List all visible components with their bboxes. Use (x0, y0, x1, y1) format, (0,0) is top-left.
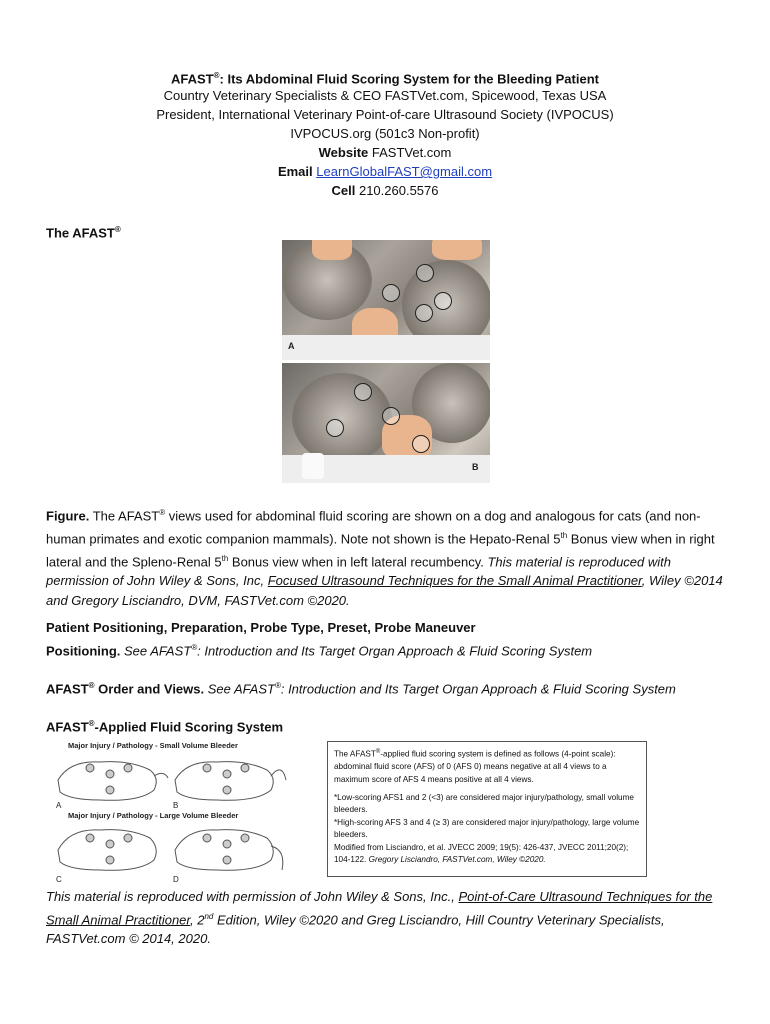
caption-text2: views used for abdominal fluid scoring are shown on a dog and analogous for cats (and non-human primates and exotic companion mammals). Note not shown is the Hepato-Renal 5 (46, 508, 701, 547)
website-value: FASTVet.com (371, 145, 452, 160)
photo-a-label: A (288, 341, 295, 351)
patient-see: See AFAST (120, 642, 192, 658)
nonprofit-line: IVPOCUS.org (501c3 Non-profit) (290, 126, 480, 141)
cell-label: Cell (331, 183, 356, 198)
fluid-scoring-diagram (50, 740, 320, 890)
section-afast-reg: ® (114, 225, 121, 234)
title-rest: : Its Abdominal Fluid Scoring System for the Bleeding Patient (219, 71, 599, 87)
footer-book: Point-of-Care Ultrasound Techniques for the Small Animal Practitioner (46, 889, 713, 927)
email-link[interactable]: LearnGlobalFAST@gmail.com (316, 164, 493, 179)
applied-heading (46, 714, 732, 737)
order-section (46, 676, 732, 699)
section-afast-label: The AFAST (46, 225, 115, 241)
footer-text3: Edition, Wiley ©2020 and Greg Lisciandro, Hill Country Veterinary Specialists, FASTVet.com © 2014, 2020. (46, 911, 665, 947)
scoring-definition-box (327, 741, 647, 877)
cell-value: 210.260.5576 (358, 183, 439, 198)
patient-heading: Patient Positioning, Preparation, Probe Type, Preset, Probe Maneuver (46, 620, 476, 635)
patient-see-rest: : Introduction and Its Target Organ Approach & Fluid Scoring System (197, 642, 593, 658)
title-prefix: AFAST (171, 71, 214, 87)
animal-outline-b (175, 762, 286, 801)
society-line: President, International Veterinary Point-of-care Ultrasound Society (IVPOCUS) (156, 107, 614, 122)
footer-text2: , 2 (190, 911, 205, 927)
order-see-reg: ® (274, 681, 281, 690)
diagram-label-b: B (173, 801, 179, 810)
photo-b-label: B (472, 462, 479, 472)
figure-photo-b (282, 363, 490, 483)
permission-note (46, 887, 732, 949)
cell-line (0, 181, 770, 200)
website-label: Website (318, 145, 369, 160)
box-para-4: Modified from Lisciandro, et al. JVECC 2009; 19(5): 426-437, JVECC 2011;20(2); 104-122. Gregory Lisciandro, FASTVet.com, Wiley ©2020. (334, 842, 629, 864)
doc-title (0, 66, 770, 88)
footer-sup: nd (204, 911, 214, 921)
animal-outline-d (175, 830, 283, 871)
patient-heading2: Positioning. (46, 642, 121, 658)
caption-text3: Bonus view when in right lateral and the Spleno-Renal 5 (46, 531, 715, 569)
figure-photo-a (282, 240, 490, 360)
diagram-large-title: Major Injury / Pathology - Large Volume Bleeder (68, 811, 239, 820)
order-see: See AFAST (204, 681, 275, 697)
box-para-1: The AFAST®-applied fluid scoring system is defined as follows (4-point scale): abdominal fluid score (AFS) of 0 (AFS 0) means negative at all 4 views to a maximum score of AFS 4 means positive at all 4 views. (334, 749, 616, 784)
caption-reg: ® (159, 508, 166, 517)
diagram-label-a: A (56, 801, 62, 810)
box-para-3: *High-scoring AFS 3 and 4 (≥ 3) are considered major injury/pathology, large volume bleeders. (334, 817, 640, 840)
box-para-2: *Low-scoring AFS1 and 2 (<3) are considered major injury/pathology, small volume bleeders. (334, 792, 634, 815)
title-reg: ® (213, 71, 220, 80)
patient-see-reg: ® (191, 642, 198, 652)
caption-book: Focused Ultrasound Techniques for the Small Animal Practitioner (267, 573, 642, 589)
order-heading-prefix: AFAST (46, 681, 89, 697)
order-heading-reg: ® (88, 681, 95, 690)
email-label: Email (277, 164, 313, 179)
applied-heading-reg: ® (88, 719, 95, 728)
diagram-small-title: Major Injury / Pathology - Small Volume Bleeder (68, 741, 238, 750)
email-line (0, 162, 770, 181)
caption-text4: Bonus view when in left lateral recumbency. (228, 553, 488, 569)
patient-section (46, 618, 732, 660)
animal-outline-a (58, 762, 168, 801)
caption-italic2: , Wiley ©2014 and Gregory Lisciandro, DVM, FASTVet.com ©2020. (46, 573, 723, 608)
website-line (0, 143, 770, 162)
diagram-label-c: C (56, 875, 62, 884)
footer-text1: This material is reproduced with permission of John Wiley & Sons, Inc., (46, 889, 459, 904)
caption-sup1: th (560, 530, 568, 540)
applied-heading-prefix: AFAST (46, 719, 89, 735)
caption-lead: Figure. (46, 508, 90, 524)
diagram-label-d: D (173, 875, 179, 884)
caption-italic1: This material is reproduced with permission of John Wiley & Sons, Inc, (46, 553, 671, 589)
applied-heading-rest: -Applied Fluid Scoring System (94, 719, 284, 735)
author-line: Country Veterinary Specialists & CEO FASTVet.com, Spicewood, Texas USA (163, 88, 607, 103)
order-heading-rest: Order and Views. (94, 681, 205, 697)
caption-sup2: th (221, 553, 229, 563)
animal-outline-c (58, 830, 156, 871)
figure-caption (46, 503, 732, 610)
order-see-rest: : Introduction and Its Target Organ Approach & Fluid Scoring System (280, 681, 676, 697)
caption-text1: The AFAST (92, 508, 160, 524)
